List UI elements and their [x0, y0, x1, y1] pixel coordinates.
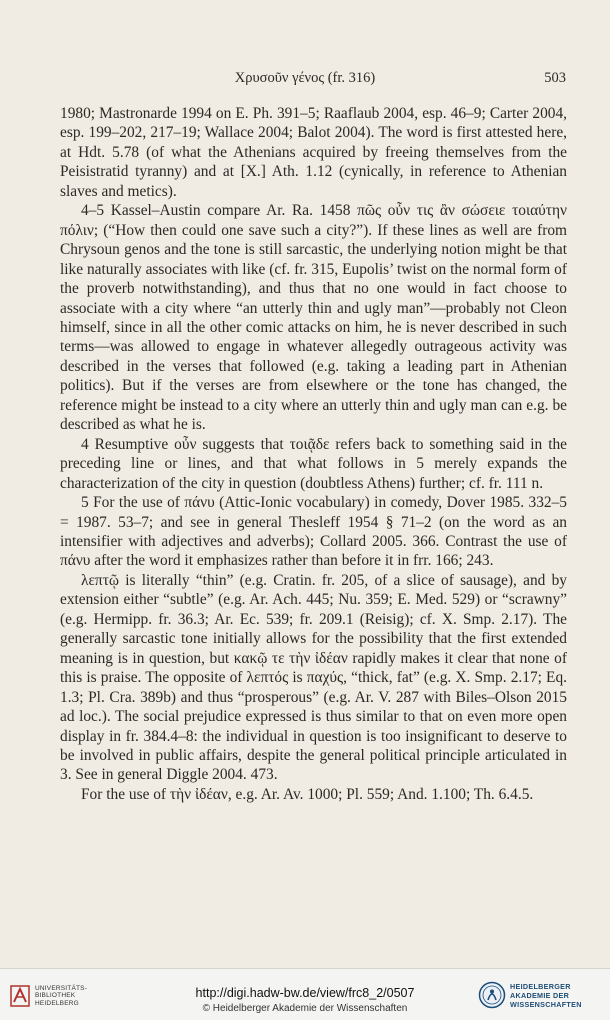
- academy-logo[interactable]: [478, 981, 602, 1009]
- academy-name: HEIDELBERGER AKADEMIE DER WISSENSCHAFTEN: [510, 981, 582, 1009]
- paragraph-1: 1980; Mastronarde 1994 on E. Ph. 391–5; Raaflaub 2004, esp. 46–9; Carter 2004, esp. 199–202, 217–19; Wallace 2004; Balot 2004). The word is first attested here, at Hdt. 5.78 (of what the Athenians acquired by freeing themselves from the Peisistratid tyranny) and at [X.] Ath. 1.12 (cynically, in reference to Athenian slaves and metics).: [60, 105, 567, 200]
- academy-seal-icon: [478, 981, 506, 1009]
- paragraph-5: λεπτῷ is literally “thin” (e.g. Cratin. fr. 205, of a slice of sausage), and by extension either “subtle” (e.g. Ar. Ach. 445; Nu. 359; E. Med. 529) or “scrawny” (e.g. Hermipp. fr. 36.3; Ar. Ec. 539; fr. 209.1 (Reisig); cf. X. Smp. 2.17). The generally sarcastic tone initially allows for the possibility that the first extended meaning is in question, but κακῷ τε τὴν ἰδέαν rapidly makes it clear that none of this is praise. The opposite of λεπτός is παχύς, “thick, fat” (e.g. X. Smp. 2.17; Eq. 1.3; Pl. Cra. 389b) and thus “prosperous” (e.g. Ar. V. 287 with Biles–Olson 2015 ad loc.). The social prejudice expressed is thus similar to that on even more open display in fr. 384.4–8: the individual in question is too insignificant to deserve to be involved in public affairs, despite the general political principle articulated in 3. See in general Diggle 2004. 473.: [60, 571, 567, 784]
- document-url-link[interactable]: http://digi.hadw-bw.de/view/frc8_2/0507: [195, 986, 415, 1000]
- paragraph-3: 4 Resumptive οὖν suggests that τοιᾷδε refers back to something said in the preceding line or lines, and that what follows in 5 merely expands the characterization of the city in question (doubtless Athens) further; cf. fr. 111 n.: [60, 435, 567, 492]
- running-title: Χρυσοῦν γένος (fr. 316): [234, 70, 376, 86]
- copyright-notice: © Heidelberger Akademie der Wissenschaften: [202, 1003, 408, 1014]
- paragraph-2: 4–5 Kassel–Austin compare Ar. Ra. 1458 πῶς οὖν τις ἂν σώσειε τοιαύτην πόλιν; (“How then could one save such a city?”). If these lines as well are from Chrysoun genos and the tone is still sarcastic, the underlying notion might be that like naturally associates with like (cf. fr. 315, Eupolis’ twist on the normal form of the proverb notwithstanding), and thus that no one would in fact choose to associate with a city where “an utterly thin and ugly man”—probably not Cleon himself, since in all the other comic attacks on him, he is never described in such terms—was allowed to engage in whatever allegedly outrageous activity was described in the verses that followed (e.g. taking a leading part in Athenian politics). But if the verses are from elsewhere or the tone has changed, the reference might be instead to a city where an utterly thin and ugly man can e.g. be described as what he is.: [60, 202, 567, 434]
- paragraph-4: 5 For the use of πάνυ (Attic-Ionic vocabulary) in comedy, Dover 1985. 332–5 = 1987. 53–7; and see in general Thesleff 1954 § 71–2 (on the word as an intensifier with adjectives and adverbs); Collard 2005. 366. Contrast the use of πάνυ after the word it emphasizes rather than before it in frr. 166; 243.: [60, 494, 567, 570]
- viewer-footer: [0, 968, 610, 1020]
- page-number: 503: [544, 70, 566, 86]
- commentary-text: [60, 104, 567, 804]
- paragraph-6: For the use of τὴν ἰδέαν, e.g. Ar. Av. 1000; Pl. 559; And. 1.100; Th. 6.4.5.: [81, 785, 534, 803]
- university-library-name: UNIVERSITÄTS- BIBLIOTHEK HEIDELBERG: [35, 984, 88, 1007]
